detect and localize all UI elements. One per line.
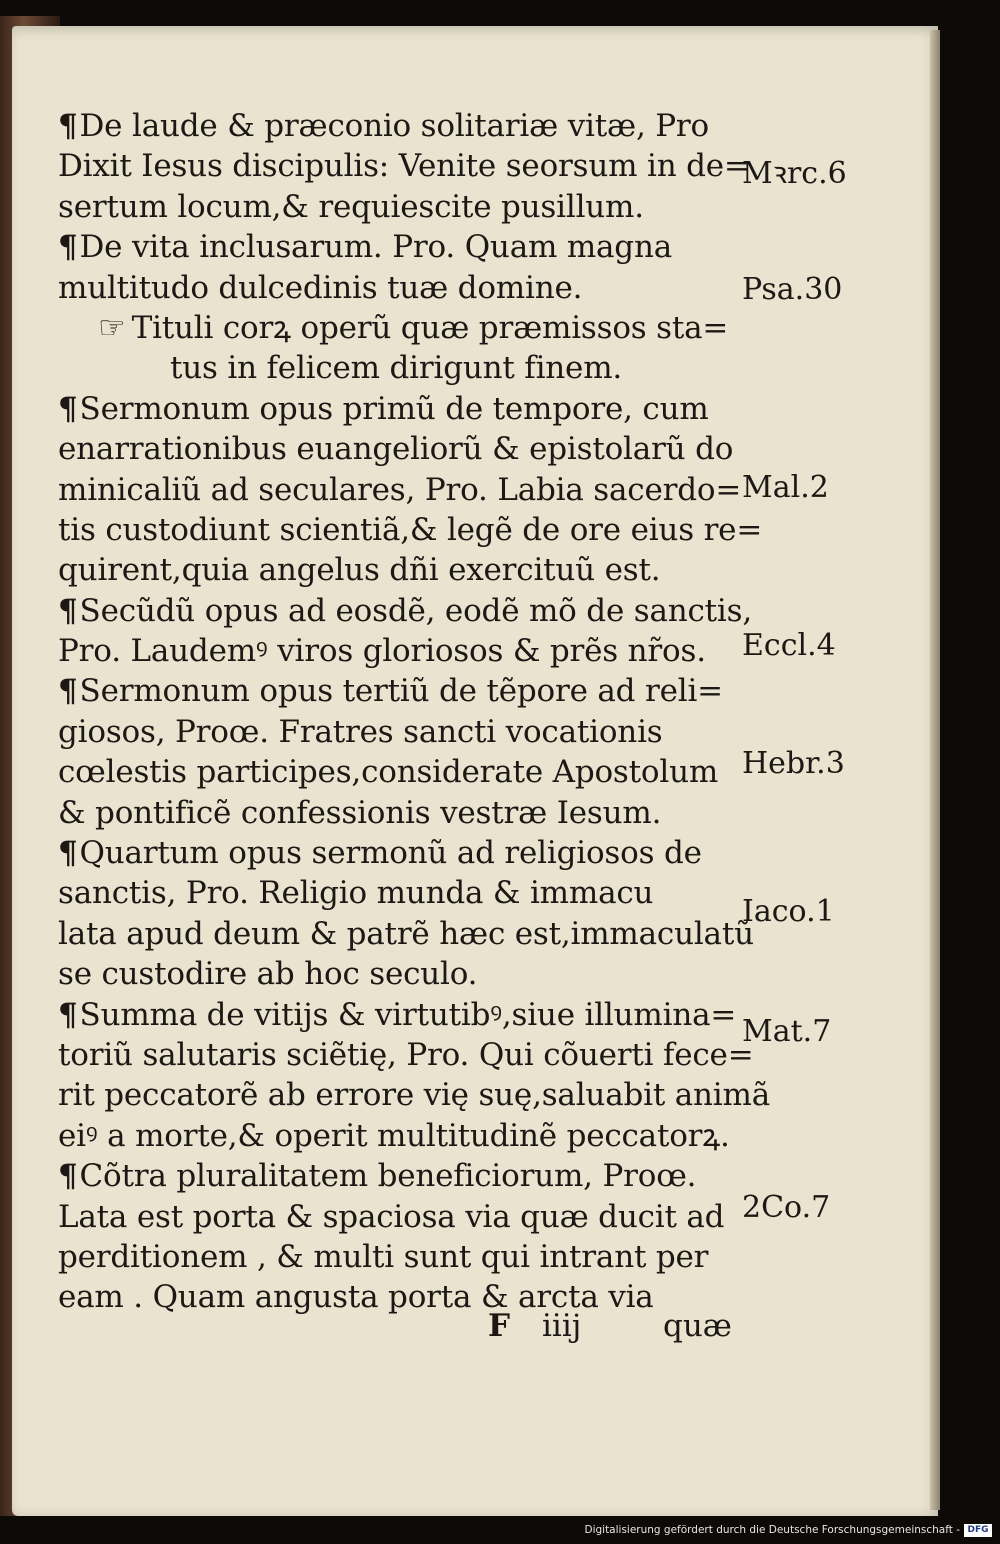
text-line xyxy=(58,1075,770,1115)
paragraph-mark: ¶ xyxy=(58,229,78,266)
line-text: Tituli corꝝ operũ quæ præmissos sta= xyxy=(131,309,729,346)
text-line xyxy=(58,106,748,146)
catchword: quæ xyxy=(663,1308,732,1344)
text-line xyxy=(58,268,748,308)
paragraph-mark: ¶ xyxy=(58,390,78,427)
text-line xyxy=(58,914,754,954)
line-text: sertum locum,& requiescite pusillum. xyxy=(58,188,644,225)
funding-credit: Digitalisierung gefördert durch die Deutsche Forschungsgemeinschaft - xyxy=(584,1524,960,1536)
signature-line xyxy=(58,1308,748,1354)
text-line xyxy=(58,470,748,510)
line-text: Quartum opus sermonũ ad religiosos de xyxy=(79,835,702,872)
section-heading-line xyxy=(58,348,748,388)
text-line xyxy=(58,1197,748,1237)
paragraph-mark: ¶ xyxy=(58,592,78,629)
line-text: se custodire ab hoc seculo. xyxy=(58,956,478,993)
margin-reference: Mꝛrc.6 xyxy=(742,156,847,191)
line-text: Sermonum opus primũ de tempore, cum xyxy=(79,390,709,427)
line-text: tis custodiunt scientiã,& legẽ de ore eius re= xyxy=(58,511,763,548)
margin-reference: Eccl.4 xyxy=(742,628,836,663)
line-text: perditionem , & multi sunt qui intrant per xyxy=(58,1238,709,1275)
line-text: eam . Quam angusta porta & arcta via xyxy=(58,1279,654,1316)
text-line xyxy=(58,873,748,913)
line-text: De vita inclusarum. Pro. Quam magna xyxy=(79,229,672,266)
text-line xyxy=(58,591,752,631)
paragraph-mark: ¶ xyxy=(58,108,78,144)
dfg-logo: DFG xyxy=(964,1524,992,1537)
paragraph-mark: ¶ xyxy=(58,673,78,710)
margin-reference: Psa.30 xyxy=(742,272,843,307)
paragraph-mark: ¶ xyxy=(58,996,78,1033)
line-text: & pontificẽ confessionis vestræ Iesum. xyxy=(58,794,662,831)
line-text: enarrationibus euangeliorũ & epistolarũ do xyxy=(58,431,734,468)
line-text: sanctis, Pro. Religio munda & immacu xyxy=(58,875,654,912)
paragraph-mark: ¶ xyxy=(58,835,78,872)
text-line xyxy=(58,227,748,267)
line-text: giosos, Proœ. Fratres sancti vocationis xyxy=(58,713,663,750)
line-text: multitudo dulcedinis tuæ domine. xyxy=(58,269,583,306)
margin-reference: Hebr.3 xyxy=(742,746,845,781)
margin-reference: Mal.2 xyxy=(742,470,829,505)
text-line xyxy=(58,429,748,469)
line-text: De laude & præconio solitariæ vitæ, Pro xyxy=(79,108,710,144)
margin-reference: Iaco.1 xyxy=(742,894,835,929)
text-line xyxy=(58,793,748,833)
margin-reference: Mat.7 xyxy=(742,1014,832,1049)
text-line xyxy=(58,1035,754,1075)
line-text: minicaliũ ad seculares, Pro. Labia sacerdo= xyxy=(58,471,742,508)
text-line xyxy=(58,550,748,590)
text-line xyxy=(58,752,748,792)
text-line xyxy=(58,671,748,711)
line-text: Cõtra pluralitatem beneficiorum, Proœ. xyxy=(79,1158,697,1195)
text-line xyxy=(58,712,748,752)
line-text: tus in felicem dirigunt finem. xyxy=(170,350,623,387)
text-line xyxy=(58,833,748,873)
paragraph-mark: ¶ xyxy=(58,1158,78,1195)
line-text: Summa de vitijs & virtutibꝰ,siue illumina= xyxy=(79,996,737,1033)
line-text: Pro. Laudemꝰ viros gloriosos & prẽs nr̃os. xyxy=(58,633,706,670)
line-text: lata apud deum & patrẽ hæc est,immaculatũ xyxy=(58,915,754,952)
text-line xyxy=(58,1237,748,1277)
text-line xyxy=(58,631,748,671)
line-text: Secũdũ opus ad eosdẽ, eodẽ mõ de sanctis, xyxy=(79,592,752,629)
line-text: Sermonum opus tertiũ de tẽpore ad reli= xyxy=(79,673,723,710)
text-line xyxy=(58,389,748,429)
footer-bar xyxy=(0,1516,1000,1544)
signature-number: iiij xyxy=(542,1308,582,1344)
line-text: cœlestis participes,considerate Apostolum xyxy=(58,754,719,791)
line-text: Lata est porta & spaciosa via quæ ducit ad xyxy=(58,1198,725,1235)
page-text-block xyxy=(58,106,770,1318)
line-text: rit peccatorẽ ab errore vię suę,saluabit animã xyxy=(58,1077,770,1114)
signature-mark: F xyxy=(488,1308,511,1344)
text-line xyxy=(58,954,748,994)
line-text: quirent,quia angelus dñi exercituũ est. xyxy=(58,552,661,589)
section-heading-line xyxy=(58,308,748,348)
text-line xyxy=(58,1116,748,1156)
text-line xyxy=(58,510,763,550)
text-line xyxy=(58,1156,748,1196)
margin-reference: 2Co.7 xyxy=(742,1190,831,1225)
text-line xyxy=(58,995,748,1035)
manicule-icon: ☞ xyxy=(98,309,126,346)
line-text: Dixit Iesus discipulis: Venite seorsum in de= xyxy=(58,148,750,185)
text-line xyxy=(58,187,748,227)
text-line xyxy=(58,146,748,186)
line-text: eiꝰ a morte,& operit multitudinẽ peccatorꝝ. xyxy=(58,1117,730,1154)
page-fore-edge xyxy=(930,30,940,1510)
line-text: toriũ salutaris sciẽtię, Pro. Qui cõuerti fece= xyxy=(58,1036,754,1073)
